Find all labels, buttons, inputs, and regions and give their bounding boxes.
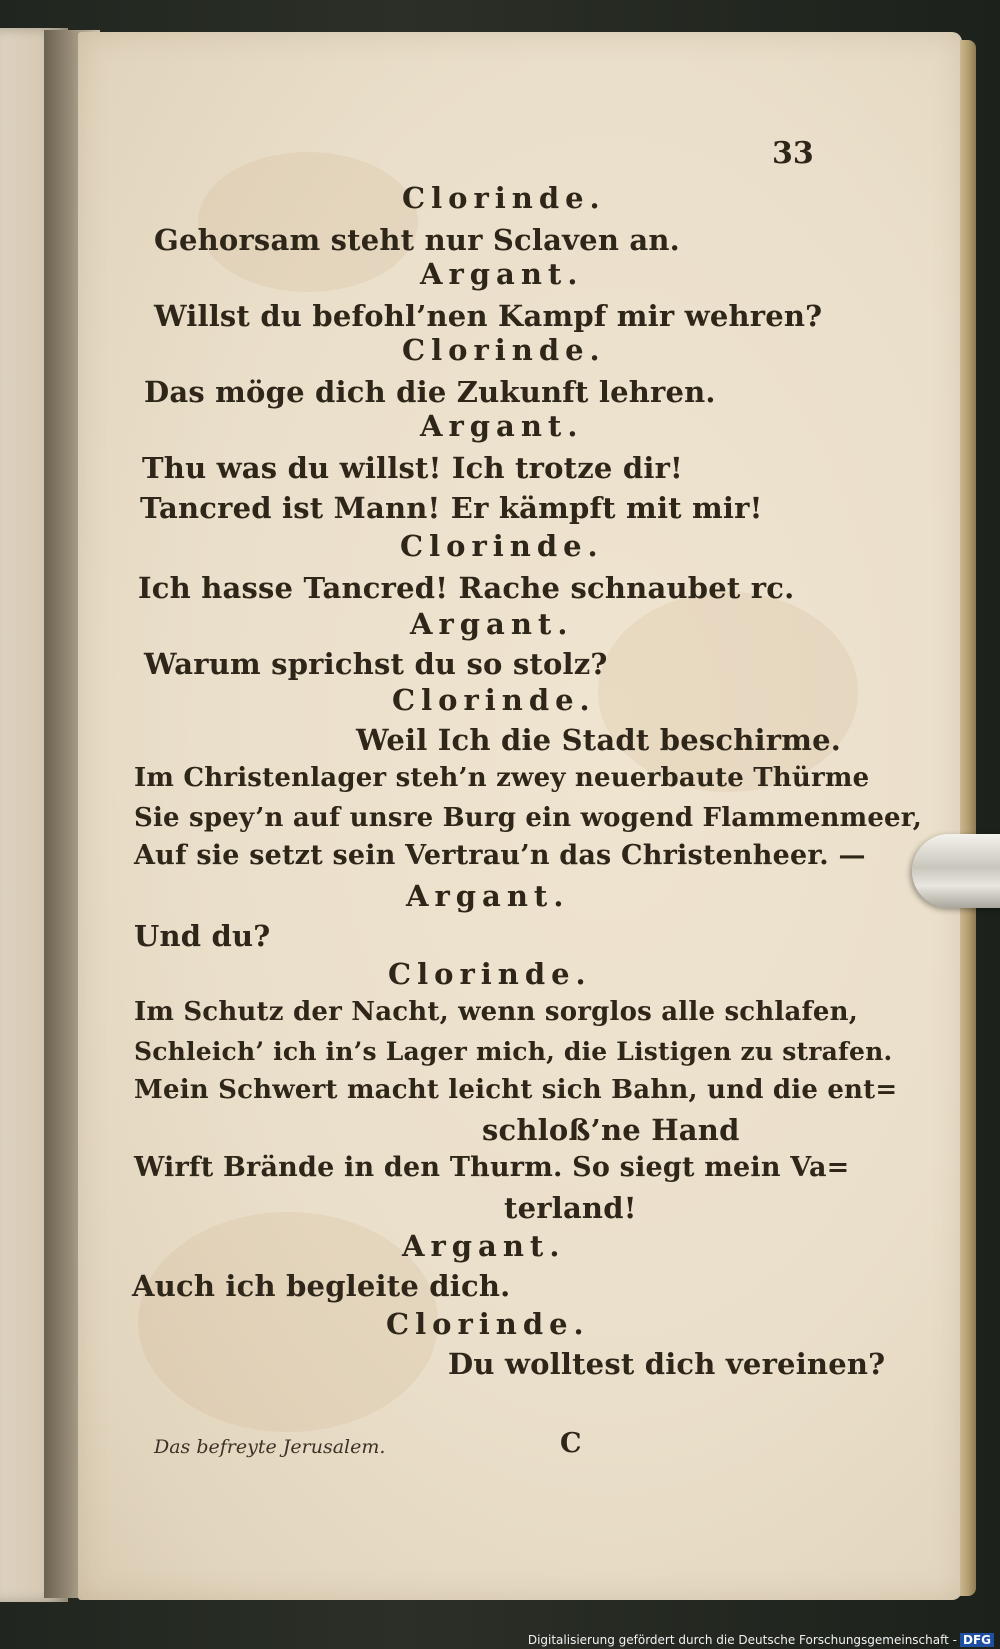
credit-text: Digitalisierung gefördert durch die Deutsche Forschungsgemeinschaft - (527, 1633, 957, 1647)
verse-line: Du wolltest dich vereinen? (448, 1347, 886, 1381)
book-page (78, 32, 962, 1600)
digitization-credit (528, 1633, 994, 1647)
speaker-heading: Clorinde. (392, 683, 596, 717)
verse-line: Mein Schwert macht leicht sich Bahn, und die ent= (134, 1075, 898, 1105)
signature-mark: C (560, 1428, 582, 1459)
page-clip (912, 834, 1000, 908)
verse-line: Auf sie setzt sein Vertrau’n das Christenheer. — (134, 840, 866, 871)
speaker-heading: Argant. (410, 607, 574, 641)
verse-line: schloß’ne Hand (482, 1113, 740, 1147)
page-edge (960, 40, 976, 1596)
verse-line: Gehorsam steht nur Sclaven an. (154, 223, 680, 257)
verse-line: Ich hasse Tancred! Rache schnaubet rc. (138, 571, 795, 605)
verse-line: Und du? (134, 919, 271, 953)
verse-line: Wirft Brände in den Thurm. So siegt mein Va= (134, 1152, 850, 1183)
speaker-heading: Clorinde. (402, 181, 606, 215)
speaker-heading: Clorinde. (388, 957, 592, 991)
verse-line: Thu was du willst! Ich trotze dir! (142, 451, 683, 485)
verse-line: terland! (504, 1191, 637, 1225)
speaker-heading: Clorinde. (400, 529, 604, 563)
verse-line: Willst du befohl’nen Kampf mir wehren? (154, 299, 823, 333)
page-text (78, 32, 962, 1600)
verse-line: Im Schutz der Nacht, wenn sorglos alle schlafen, (134, 997, 859, 1027)
verse-line: Das möge dich die Zukunft lehren. (144, 375, 716, 409)
verse-line: Weil Ich die Stadt beschirme. (356, 723, 842, 757)
speaker-heading: Clorinde. (402, 333, 606, 367)
verse-line: Auch ich begleite dich. (132, 1269, 511, 1303)
speaker-heading: Argant. (406, 879, 570, 913)
verse-line: Sie spey’n auf unsre Burg ein wogend Flammenmeer, (134, 803, 923, 833)
speaker-heading: Argant. (420, 409, 584, 443)
speaker-heading: Clorinde. (386, 1307, 590, 1341)
verse-line: Warum sprichst du so stolz? (144, 647, 608, 681)
running-title: Das befreyte Jerusalem. (154, 1436, 386, 1458)
verse-line: Schleich’ ich in’s Lager mich, die Listigen zu strafen. (134, 1037, 893, 1066)
page-number: 33 (772, 136, 814, 171)
speaker-heading: Argant. (402, 1229, 566, 1263)
verse-line: Tancred ist Mann! Er kämpft mit mir! (140, 491, 763, 525)
speaker-heading: Argant. (420, 257, 584, 291)
dfg-logo: DFG (960, 1633, 994, 1647)
verse-line: Im Christenlager steh’n zwey neuerbaute Thürme (134, 763, 870, 793)
